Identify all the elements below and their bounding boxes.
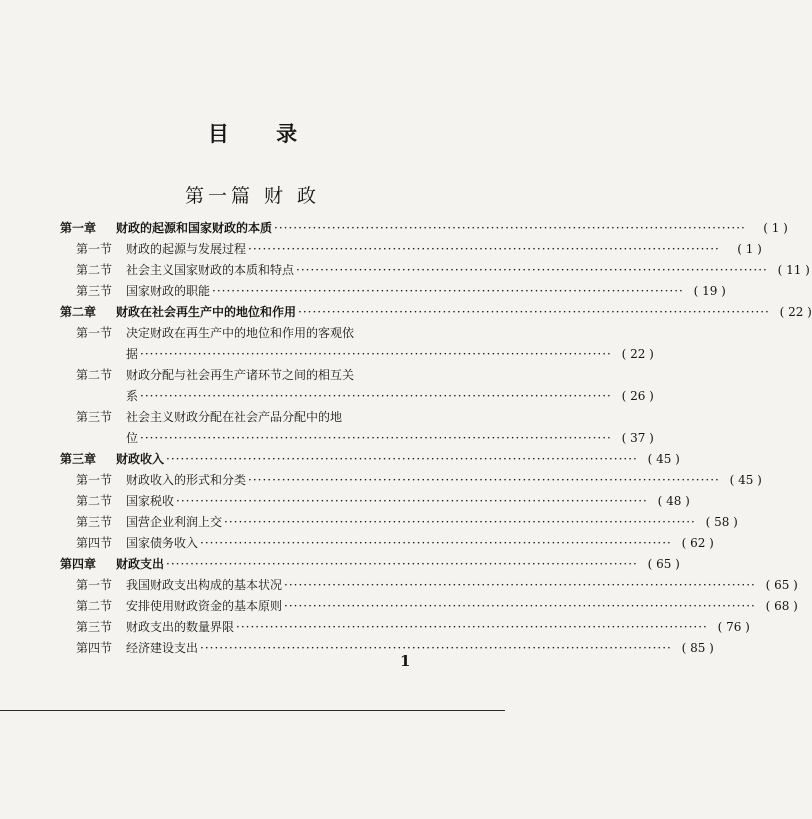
page-title: 目 录: [207, 121, 318, 146]
toc-label: 第四章: [60, 557, 97, 571]
toc-label: 第四节: [76, 536, 113, 550]
toc-title: 财政的起源和国家财政的本质: [116, 221, 273, 235]
toc-section-row: [60, 638, 706, 659]
toc-section-row: [60, 491, 682, 512]
toc-label: 第四节: [76, 641, 113, 655]
toc-chapter-row: [60, 449, 672, 470]
toc-title: 财政收入的形式和分类: [126, 473, 247, 487]
toc-page: ( 45 ): [640, 449, 680, 470]
dot-leader: [236, 617, 708, 638]
dot-leader: [166, 449, 638, 470]
toc-label: 第一章: [60, 221, 97, 235]
dot-leader: [140, 386, 612, 407]
toc-title: 国家债务收入: [126, 536, 199, 550]
page-number: 1: [400, 652, 411, 670]
dot-leader: [284, 596, 756, 617]
toc-label: 第三章: [60, 452, 97, 466]
toc-label: 第三节: [76, 620, 113, 634]
toc-title-continued: 系: [126, 389, 139, 403]
toc-page: ( 45 ): [722, 470, 762, 491]
dot-leader: [274, 218, 746, 239]
toc-label: 第二节: [76, 599, 113, 613]
toc-section-row: [60, 512, 730, 533]
dot-leader: [248, 239, 720, 260]
toc-label: 第二节: [76, 263, 113, 277]
dot-leader: [298, 302, 770, 323]
toc-title: 安排使用财政资金的基本原则: [126, 599, 283, 613]
toc-page: ( 62 ): [674, 533, 714, 554]
toc-title-continued: 位: [126, 431, 139, 445]
dot-leader: [140, 428, 612, 449]
toc-page: ( 68 ): [758, 596, 798, 617]
toc-label: 第一节: [76, 326, 113, 340]
toc-title: 财政收入: [116, 452, 165, 466]
dot-leader: [176, 491, 648, 512]
toc-title: 财政分配与社会再生产诸环节之间的相互关: [126, 368, 355, 382]
toc-label: 第一节: [76, 242, 113, 256]
dot-leader: [248, 470, 720, 491]
table-of-contents: [60, 218, 804, 659]
toc-title: 经济建设支出: [126, 641, 199, 655]
dot-leader: [212, 281, 684, 302]
toc-label: 第二节: [76, 368, 113, 382]
toc-page: ( 1 ): [722, 239, 762, 260]
toc-chapter-row: [60, 302, 804, 323]
toc-page: ( 58 ): [698, 512, 738, 533]
toc-section-row: [60, 470, 754, 491]
toc-page: ( 65 ): [640, 554, 680, 575]
toc-title: 国营企业利润上交: [126, 515, 223, 529]
toc-section-row: [60, 365, 646, 407]
toc-chapter-row: [60, 218, 780, 239]
toc-section-row: [60, 281, 718, 302]
toc-page: ( 85 ): [674, 638, 714, 659]
toc-title: 社会主义财政分配在社会产品分配中的地: [126, 410, 343, 424]
toc-page: ( 1 ): [748, 218, 788, 239]
toc-page: ( 22 ): [772, 302, 812, 323]
toc-title: 财政的起源与发展过程: [126, 242, 247, 256]
toc-label: 第二节: [76, 494, 113, 508]
toc-section-row: [60, 617, 742, 638]
toc-page: ( 76 ): [710, 617, 750, 638]
toc-label: 第三节: [76, 284, 113, 298]
dot-leader: [284, 575, 756, 596]
dot-leader: [200, 638, 672, 659]
toc-section-row: [60, 260, 802, 281]
toc-label: 第一节: [76, 473, 113, 487]
toc-title: 我国财政支出构成的基本状况: [126, 578, 283, 592]
dot-leader: [200, 533, 672, 554]
toc-title: 财政支出的数量界限: [126, 620, 235, 634]
toc-page: ( 19 ): [686, 281, 726, 302]
toc-section-row: [60, 575, 790, 596]
toc-title: 国家财政的职能: [126, 284, 211, 298]
toc-chapter-row: [60, 554, 672, 575]
toc-label: 第一节: [76, 578, 113, 592]
part-title: 第一篇 财 政: [184, 185, 321, 207]
toc-label: 第三节: [76, 515, 113, 529]
toc-section-row: [60, 407, 646, 449]
toc-title: 财政在社会再生产中的地位和作用: [116, 305, 297, 319]
dot-leader: [166, 554, 638, 575]
dot-leader: [140, 344, 612, 365]
toc-title: 国家税收: [126, 494, 175, 508]
toc-title: 决定财政在再生产中的地位和作用的客观依: [126, 326, 355, 340]
toc-title-continued: 据: [126, 347, 139, 361]
toc-title: 社会主义国家财政的本质和特点: [126, 263, 295, 277]
toc-section-row: [60, 239, 754, 260]
toc-page: ( 11 ): [770, 260, 810, 281]
toc-page: ( 48 ): [650, 491, 690, 512]
toc-page: ( 37 ): [614, 428, 654, 449]
toc-page: ( 22 ): [614, 344, 654, 365]
dot-leader: [296, 260, 768, 281]
toc-label: 第三节: [76, 410, 113, 424]
dot-leader: [224, 512, 696, 533]
toc-page: ( 26 ): [614, 386, 654, 407]
toc-title: 财政支出: [116, 557, 165, 571]
toc-section-row: [60, 323, 646, 365]
toc-section-row: [60, 596, 790, 617]
bottom-rule: [0, 710, 505, 711]
toc-page: ( 65 ): [758, 575, 798, 596]
toc-section-row: [60, 533, 706, 554]
toc-label: 第二章: [60, 305, 97, 319]
